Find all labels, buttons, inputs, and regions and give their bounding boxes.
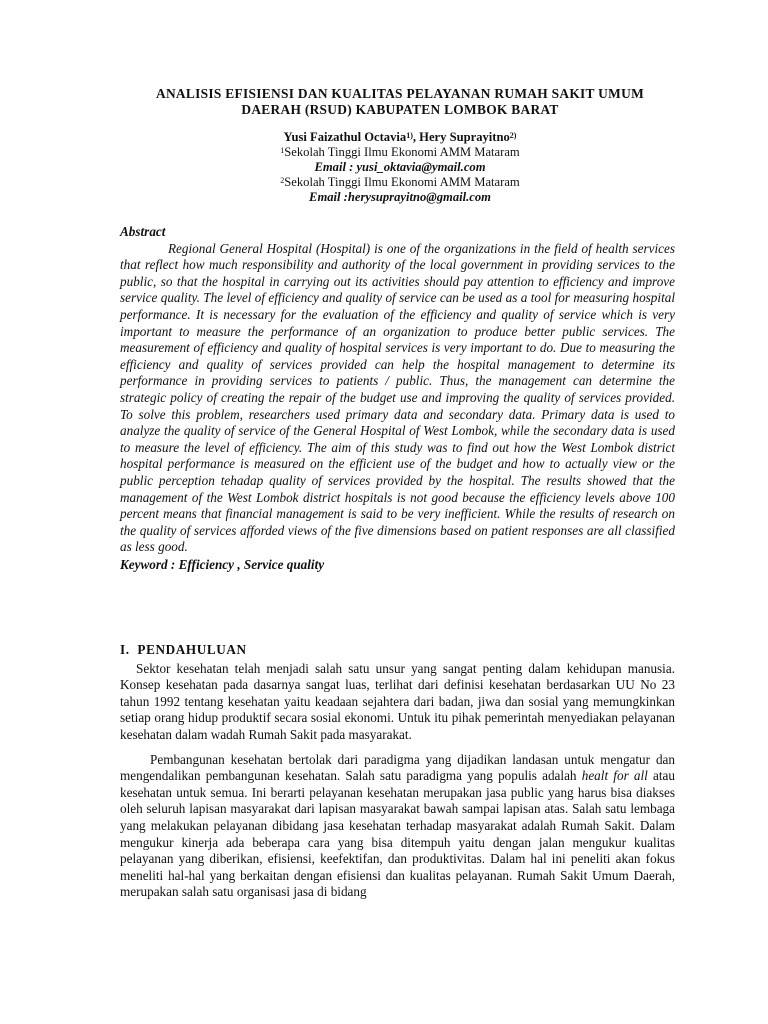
title-line-1: ANALISIS EFISIENSI DAN KUALITAS PELAYANAN RUMAH SAKIT UMUM [155,86,645,101]
abstract-body: Regional General Hospital (Hospital) is one of the organizations in the field of health services that reflect how much responsibility and authority of the local government in providing services to the public, so that the hospital in carrying out its activities should pay attention to efficiency and improve service quality. The level of efficiency and quality of service can be used as a tool for measuring hospital performance. It is necessary for the evaluation of the efficiency and quality of service which is very important to measure the performance of an organization to produce better public services. The measurement of efficiency and quality of hospital services is very important to do. Due to measuring the efficiency and quality of services provided can help the hospital management to determine its performance in providing services to patients / public. Thus, the management can determine the strategic policy of creating the repair of the budget use and improving the quality of services provided. To solve this problem, researchers used primary data and secondary data. Primary data is used to analyze the quality of service of the General Hospital of West Lombok, while the secondary data is used to measure the level of efficiency. The aim of this study was to find out how the West Lombok district hospital performance is measured on the efficient use of the budget and how to actually view or the public perception tehadap quality of services provided by the hospital. The results showed that the management of the West Lombok district hospitals is not good because the efficiency levels above 100 percent means that financial management is said to be very inefficient. While the results of research on the quality of services afforded views of the five dimensions based on patient responses are all classified as less good. [120,240,675,555]
section-pendahuluan [120,642,675,901]
author-2-name: Hery Suprayitno [419,130,510,144]
affiliation-2 [100,175,700,190]
abstract-section [120,224,675,573]
affiliation-1-text: Sekolah Tinggi Ilmu Ekonomi AMM Mataram [284,145,520,159]
paragraph-2-part-b: atau kesehatan untuk semua. Ini berarti pelayanan kesehatan merupakan jasa public yang harus bisa diakses oleh seluruh lapisan masyarakat dari lapisan masyarakat bawah sampai lapisan atas. Salah satu lembaga yang melakukan pelayanan dibidang jasa kesehatan terhadap masyarakat adalah Rumah Sakit. Dalam mengukur kinerja ada beberapa cara yang bisa ditempuh yaitu dengan jalan mengukur kualitas pelayanan yang diberikan, efisiensi, keefektifan, dan produktivitas. Dalam hal ini peneliti akan fokus meneliti hal-hal yang berkaitan dengan efisiensi dan kualitas pelayanan. Rumah Sakit Umum Daerah, merupakan salah satu organisasi jasa di bidang [120,768,675,900]
section-heading: I. PENDAHULUAN [120,642,247,657]
affiliation-2-text: Sekolah Tinggi Ilmu Ekonomi AMM Mataram [284,175,520,189]
author-1-marker: 1) [406,131,413,140]
author-2-marker: 2) [509,131,517,140]
paragraph-2-italic: healt for all [581,768,648,784]
author-block [100,130,700,205]
abstract-heading: Abstract [120,224,166,239]
author-1-name: Yusi Faizathul Octavia [283,130,407,144]
affiliation-1 [100,145,700,160]
author-names [100,130,700,145]
keywords: Keyword : Efficiency , Service quality [120,556,325,572]
email-2: Email :herysuprayitno@gmail.com [309,190,491,204]
author-separator: , [412,130,420,144]
paragraph-2 [120,752,675,901]
affiliation-1-marker: 1 [280,146,285,155]
paper-title [110,86,690,118]
affiliation-2-marker: 2 [280,176,285,185]
paragraph-1: Sektor kesehatan telah menjadi salah satu unsur yang sangat penting dalam kehidupan manusia. Konsep kesehatan pada dasarnya sangat luas, terlihat dari definisi kesehatan berdasarkan UU No 23 tahun 1992 tentang kesehatan yaitu keadaan sejahtera dari badan, jiwa dan sosial yang memungkinkan setiap orang hidup produktif secara sosial ekonomi. Untuk itu pihak pemerintah menyediakan pelayanan kesehatan dalam wadah Rumah Sakit pada masyarakat. [120,660,675,742]
paragraph-2-part-a: Pembangunan kesehatan bertolak dari paradigma yang dijadikan landasan untuk mengatur dan mengendalikan pembangunan kesehatan. Salah satu paradigma yang populis adalah [120,751,675,784]
email-1: Email : yusi_oktavia@ymail.com [314,160,486,174]
title-line-2: DAERAH (RSUD) KABUPATEN LOMBOK BARAT [241,102,559,117]
